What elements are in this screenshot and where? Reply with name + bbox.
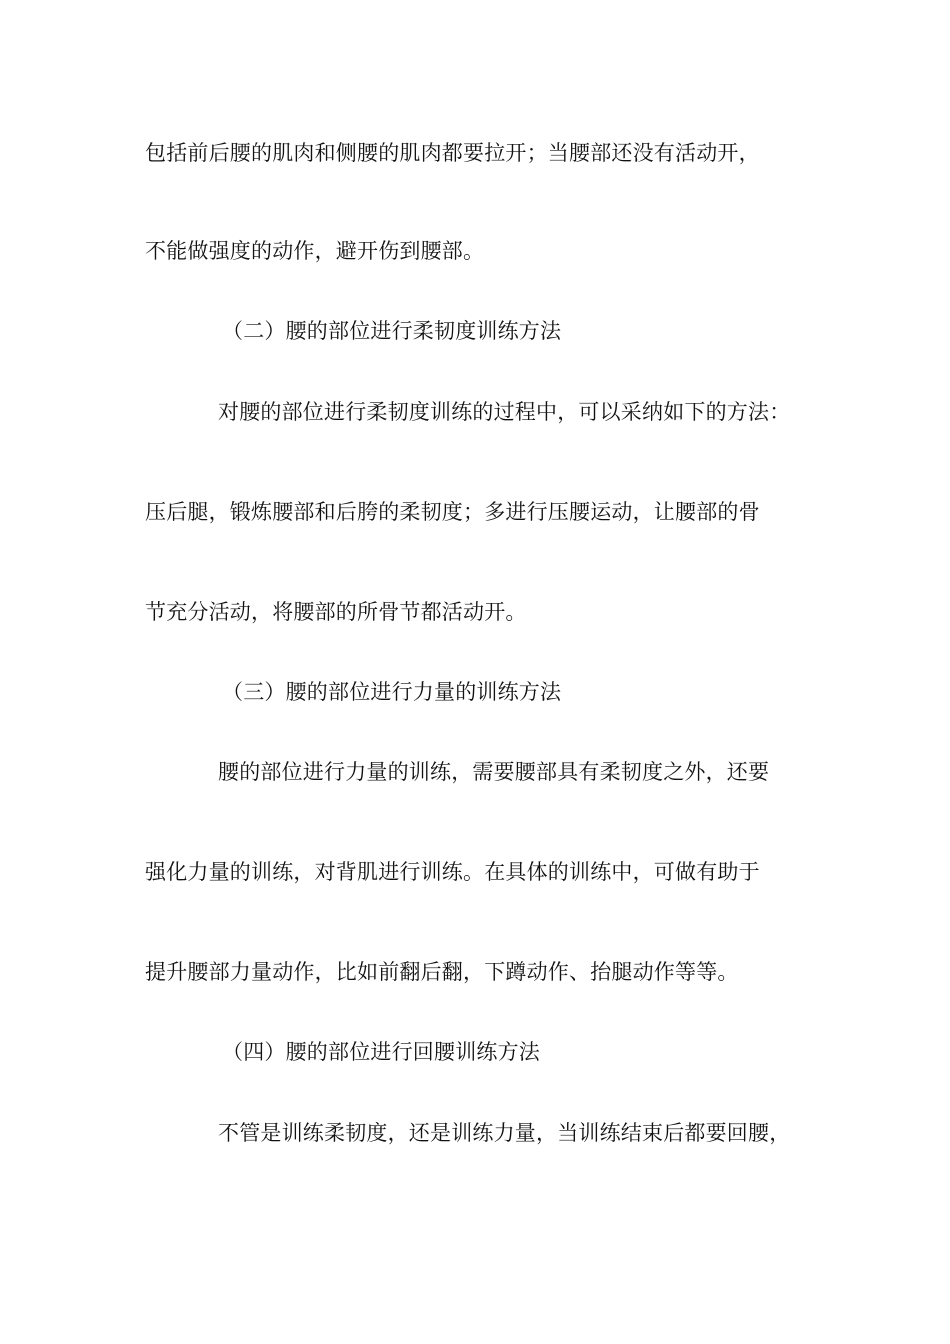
paragraph-line: 不管是训练柔韧度，还是训练力量，当训练结束后都要回腰，	[218, 1121, 791, 1145]
paragraph-line: 包括前后腰的肌肉和侧腰的肌肉都要拉开；当腰部还没有活动开，	[145, 141, 760, 165]
section-heading-2: （二）腰的部位进行柔韧度训练方法	[222, 319, 562, 343]
section-heading-3: （三）腰的部位进行力量的训练方法	[222, 680, 562, 704]
section-heading-4: （四）腰的部位进行回腰训练方法	[222, 1040, 540, 1064]
paragraph-line: 不能做强度的动作，避开伤到腰部。	[145, 239, 485, 263]
paragraph-line: 对腰的部位进行柔韧度训练的过程中，可以采纳如下的方法：	[218, 400, 791, 424]
paragraph-line: 腰的部位进行力量的训练，需要腰部具有柔韧度之外，还要	[218, 760, 770, 784]
paragraph-line: 提升腰部力量动作，比如前翻后翻，下蹲动作、抬腿动作等等。	[145, 960, 739, 984]
paragraph-line: 强化力量的训练，对背肌进行训练。在具体的训练中，可做有助于	[145, 860, 760, 884]
paragraph-line: 压后腿，锻炼腰部和后胯的柔韧度；多进行压腰运动，让腰部的骨	[145, 500, 760, 524]
paragraph-line: 节充分活动，将腰部的所骨节都活动开。	[145, 600, 527, 624]
